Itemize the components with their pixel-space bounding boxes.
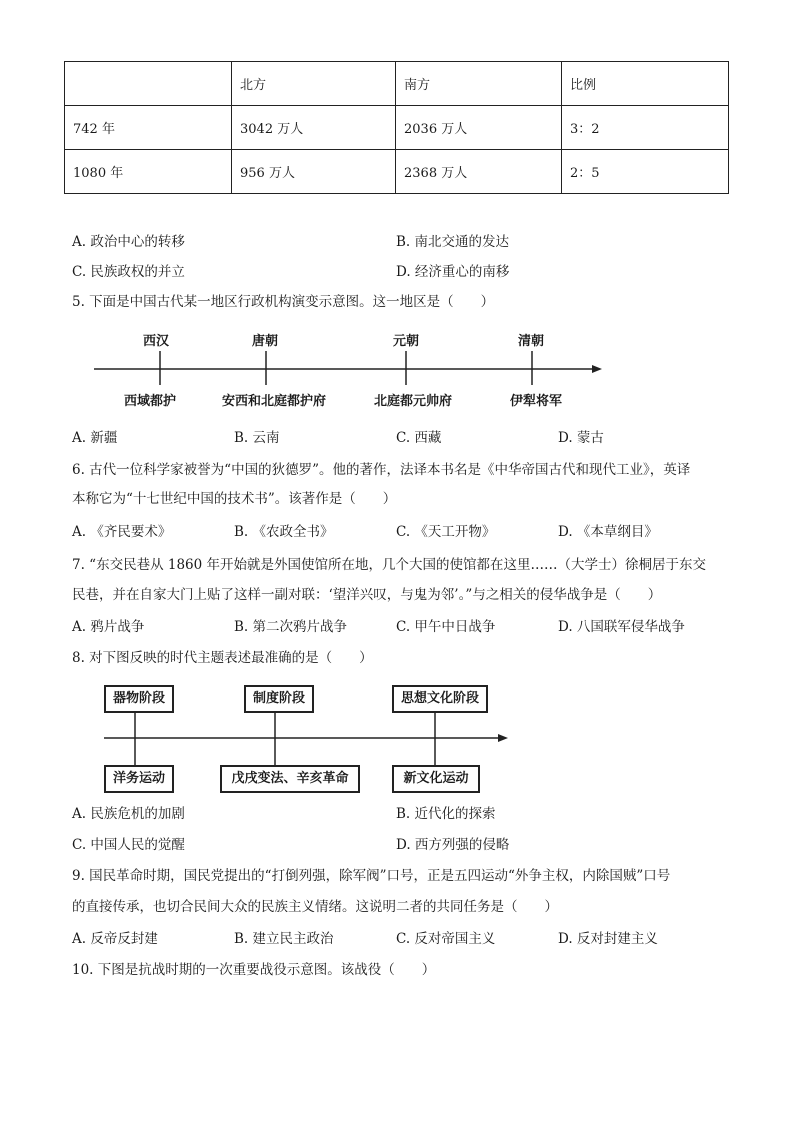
q10-stem: 10. 下图是抗战时期的一次重要战役示意图。该战役（ ） [72,962,436,978]
q5-stem: 5. 下面是中国古代某一地区行政机构演变示意图。这一地区是（ ） [72,294,495,310]
timeline-era-label: 唐朝 [252,334,279,349]
q7-option-a: A. 鸦片战争 [72,619,145,635]
timeline-era-label: 元朝 [393,334,420,349]
stage-box-top: 思想文化阶段 [392,685,488,713]
q8-option-c: C. 中国人民的觉醒 [72,837,185,853]
q6-stem-line1: 6. 古代一位科学家被誉为“中国的狄德罗”。他的著作，法译本书名是《中华帝国古代和现代工业》，英译 [72,462,691,478]
q4-option-d: D. 经济重心的南移 [396,264,510,280]
table-cell: 3042 万人 [232,106,396,150]
arrow-head-icon [592,365,602,373]
q7-stem-line1: 7. “东交民巷从 1860 年开始就是外国使馆所在地，几个大国的使馆都在这里……（大学士）徐桐居于东交 [72,557,707,573]
table-row [65,106,729,150]
q7-option-b: B. 第二次鸦片战争 [234,619,348,635]
q9-stem-line2: 的直接传承，也切合民间大众的民族主义情绪。这说明二者的共同任务是（ ） [72,899,558,915]
table-cell: 3：2 [562,106,729,150]
q7-option-c: C. 甲午中日战争 [396,619,496,635]
table-header-cell: 比例 [562,62,729,106]
stage-box-bottom: 洋务运动 [104,765,174,793]
table-header-cell [65,62,232,106]
q5-option-d: D. 蒙古 [558,430,604,446]
q6-option-b: B. 《农政全书》 [234,524,334,540]
table-cell: 956 万人 [232,150,396,194]
q5-option-a: A. 新疆 [72,430,118,446]
q5-option-b: B. 云南 [234,430,280,446]
q9-option-a: A. 反帝反封建 [72,931,158,947]
timeline-office-label: 北庭都元帅府 [374,394,453,409]
table-header-row [65,62,729,106]
timeline-era-label: 清朝 [518,334,545,349]
stage-box-top: 器物阶段 [104,685,174,713]
q6-option-c: C. 《天工开物》 [396,524,496,540]
table-header-cell: 北方 [232,62,396,106]
q9-option-d: D. 反对封建主义 [558,931,658,947]
q9-option-c: C. 反对帝国主义 [396,931,496,947]
table-cell: 2368 万人 [396,150,562,194]
timeline-era-label: 西汉 [143,334,170,349]
arrow-head-icon [498,734,508,742]
table-header-cell: 南方 [396,62,562,106]
q6-stem-line2: 本称它为“十七世纪中国的技术书”。该著作是（ ） [72,491,397,507]
q8-option-b: B. 近代化的探索 [396,806,496,822]
q9-stem-line1: 9. 国民革命时期，国民党提出的“打倒列强，除军阀”口号，正是五四运动“外争主权，内除国贼”口号 [72,868,671,884]
q7-stem-line2: 民巷，并在自家大门上贴了这样一副对联：‘望洋兴叹，与鬼为邻’。”与之相关的侵华战争是（ ） [72,587,662,603]
q5-option-c: C. 西藏 [396,430,442,446]
table-cell: 1080 年 [65,150,232,194]
table-cell: 2：5 [562,150,729,194]
table-row [65,150,729,194]
q6-option-a: A. 《齐民要术》 [72,524,172,540]
stage-box-top: 制度阶段 [244,685,314,713]
q9-option-b: B. 建立民主政治 [234,931,334,947]
table-cell: 742 年 [65,106,232,150]
stage-box-bottom: 戊戌变法、辛亥革命 [220,765,360,793]
timeline-office-label: 安西和北庭都护府 [222,394,327,409]
q8-option-a: A. 民族危机的加剧 [72,806,185,822]
q7-option-d: D. 八国联军侵华战争 [558,619,685,635]
q6-option-d: D. 《本草纲目》 [558,524,658,540]
population-table [64,61,729,194]
timeline-office-label: 西域都护 [124,394,177,409]
q4-option-b: B. 南北交通的发达 [396,234,510,250]
q8-stem: 8. 对下图反映的时代主题表述最准确的是（ ） [72,650,373,666]
stage-box-bottom: 新文化运动 [392,765,480,793]
table-cell: 2036 万人 [396,106,562,150]
q8-option-d: D. 西方列强的侵略 [396,837,510,853]
q4-option-c: C. 民族政权的并立 [72,264,185,280]
timeline-office-label: 伊犁将军 [510,394,563,409]
q4-option-a: A. 政治中心的转移 [72,234,185,250]
